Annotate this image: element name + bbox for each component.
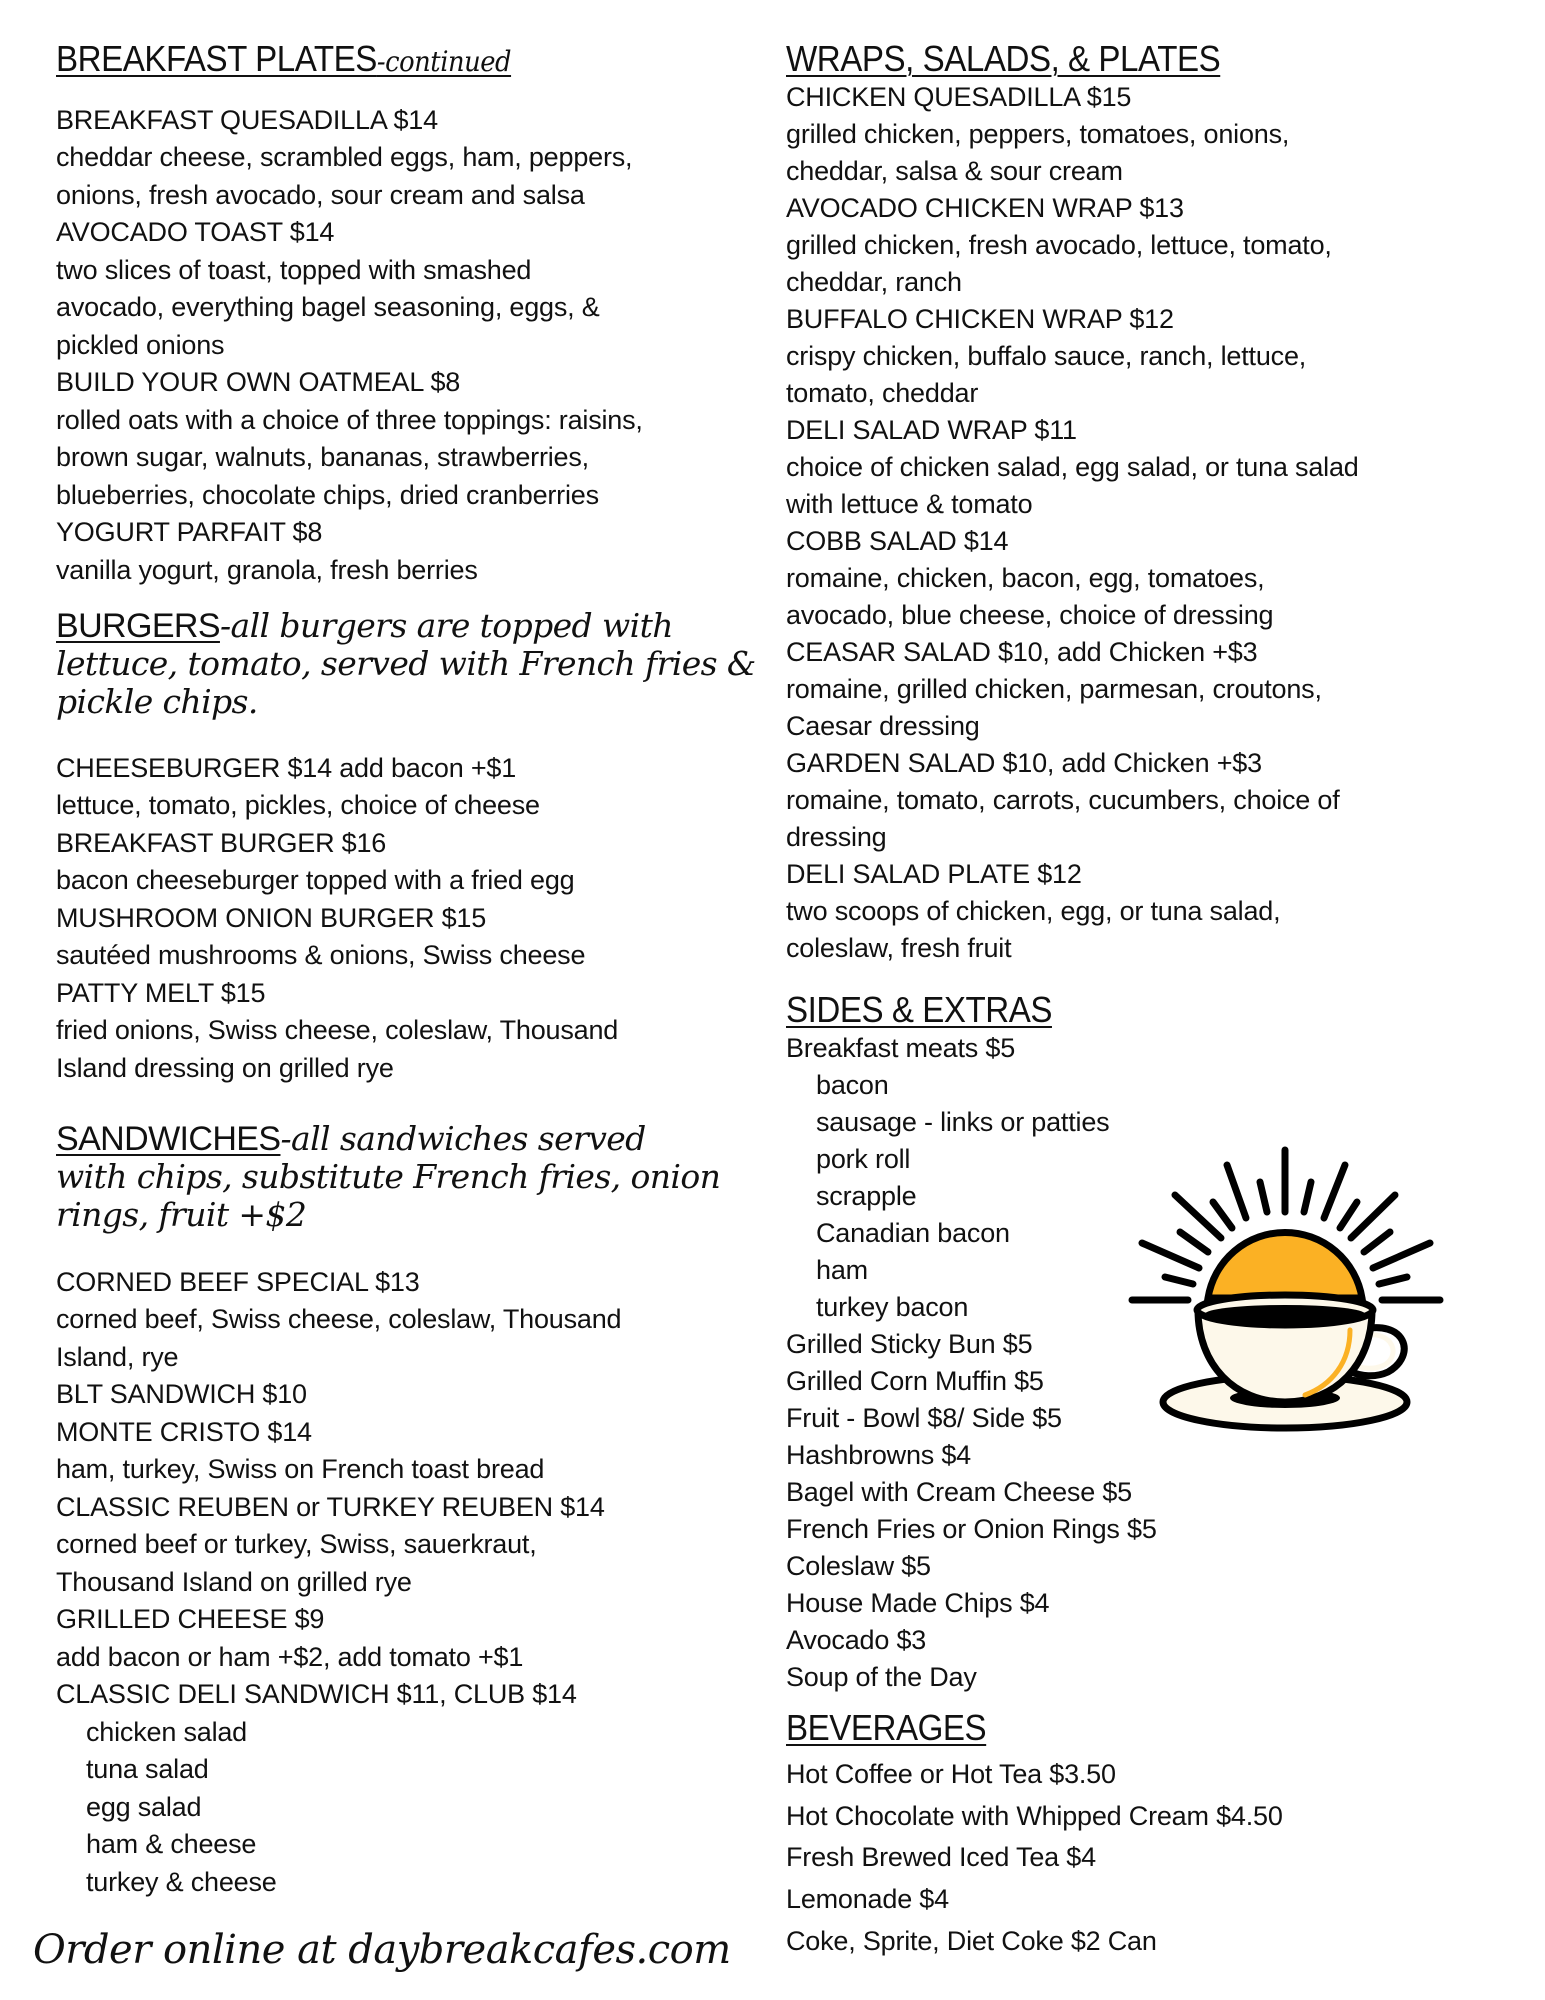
option-item: egg salad xyxy=(86,1792,202,1822)
item-desc: corned beef, Swiss cheese, coleslaw, Thousand xyxy=(56,1304,622,1334)
item-desc: ham, turkey, Swiss on French toast bread xyxy=(56,1454,545,1484)
item-name: House Made Chips $4 xyxy=(786,1588,1050,1618)
item-name: Coke, Sprite, Diet Coke $2 Can xyxy=(786,1926,1157,1956)
section-heading-breakfast: BREAKFAST PLATES-continued xyxy=(56,38,512,79)
item-name: Grilled Corn Muffin $5 xyxy=(786,1366,1044,1396)
option-item: turkey bacon xyxy=(816,1292,969,1322)
item-desc: romaine, grilled chicken, parmesan, croutons, xyxy=(786,674,1322,704)
item-name: Fresh Brewed Iced Tea $4 xyxy=(786,1842,1096,1872)
item-name: GARDEN SALAD $10, add Chicken +$3 xyxy=(786,748,1262,778)
item-desc: romaine, chicken, bacon, egg, tomatoes, xyxy=(786,563,1265,593)
item-name: MUSHROOM ONION BURGER $15 xyxy=(56,903,487,933)
item-desc: onions, fresh avocado, sour cream and salsa xyxy=(56,180,585,210)
item-name: YOGURT PARFAIT $8 xyxy=(56,517,323,547)
item-desc: avocado, everything bagel seasoning, eggs, & xyxy=(56,292,600,322)
item-name: DELI SALAD WRAP $11 xyxy=(786,415,1077,445)
item-name: Lemonade $4 xyxy=(786,1884,949,1914)
item-desc: dressing xyxy=(786,822,887,852)
item-name: BUFFALO CHICKEN WRAP $12 xyxy=(786,304,1174,334)
item-desc: lettuce, tomato, pickles, choice of cheese xyxy=(56,790,540,820)
item-desc: cheddar cheese, scrambled eggs, ham, peppers, xyxy=(56,142,633,172)
item-desc: two scoops of chicken, egg, or tuna salad, xyxy=(786,896,1281,926)
item-name: CHEESEBURGER $14 add bacon +$1 xyxy=(56,753,517,783)
section-heading-sandwiches: SANDWICHES-all sandwiches served xyxy=(56,1119,646,1158)
item-name: Hot Chocolate with Whipped Cream $4.50 xyxy=(786,1801,1283,1831)
option-item: ham & cheese xyxy=(86,1829,257,1859)
item-desc: vanilla yogurt, granola, fresh berries xyxy=(56,555,478,585)
item-name: Coleslaw $5 xyxy=(786,1551,931,1581)
item-desc: crispy chicken, buffalo sauce, ranch, lettuce, xyxy=(786,341,1307,371)
section-note: lettuce, tomato, served with French fries & xyxy=(56,644,756,683)
item-desc: Island dressing on grilled rye xyxy=(56,1053,394,1083)
item-desc: grilled chicken, fresh avocado, lettuce, tomato, xyxy=(786,230,1332,260)
item-name: Fruit - Bowl $8/ Side $5 xyxy=(786,1403,1062,1433)
item-name: Breakfast meats $5 xyxy=(786,1033,1016,1063)
item-name: PATTY MELT $15 xyxy=(56,978,266,1008)
item-desc: cheddar, ranch xyxy=(786,267,962,297)
option-item: tuna salad xyxy=(86,1754,209,1784)
item-name: CLASSIC DELI SANDWICH $11, CLUB $14 xyxy=(56,1679,577,1709)
item-desc: Thousand Island on grilled rye xyxy=(56,1567,412,1597)
item-name: CEASAR SALAD $10, add Chicken +$3 xyxy=(786,637,1258,667)
item-name: AVOCADO TOAST $14 xyxy=(56,217,335,247)
item-name: COBB SALAD $14 xyxy=(786,526,1009,556)
item-name: MONTE CRISTO $14 xyxy=(56,1417,312,1447)
item-desc: romaine, tomato, carrots, cucumbers, choice of xyxy=(786,785,1340,815)
item-name: Soup of the Day xyxy=(786,1662,977,1692)
item-name: CHICKEN QUESADILLA $15 xyxy=(786,82,1132,112)
option-item: bacon xyxy=(816,1070,889,1100)
item-name: GRILLED CHEESE $9 xyxy=(56,1604,325,1634)
item-desc: pickled onions xyxy=(56,330,225,360)
item-name: BREAKFAST QUESADILLA $14 xyxy=(56,105,438,135)
item-name: DELI SALAD PLATE $12 xyxy=(786,859,1082,889)
option-item: pork roll xyxy=(816,1144,911,1174)
item-name: French Fries or Onion Rings $5 xyxy=(786,1514,1157,1544)
item-desc: brown sugar, walnuts, bananas, strawberries, xyxy=(56,442,589,472)
section-heading-burgers: BURGERS-all burgers are topped with xyxy=(56,606,673,645)
item-desc: avocado, blue cheese, choice of dressing xyxy=(786,600,1274,630)
item-name: BUILD YOUR OWN OATMEAL $8 xyxy=(56,367,461,397)
item-desc: add bacon or ham +$2, add tomato +$1 xyxy=(56,1642,524,1672)
item-name: Grilled Sticky Bun $5 xyxy=(786,1329,1033,1359)
item-desc: cheddar, salsa & sour cream xyxy=(786,156,1123,186)
item-name: Hashbrowns $4 xyxy=(786,1440,972,1470)
order-online-link[interactable]: Order online at daybreakcafes.com xyxy=(33,1927,731,1973)
section-heading-beverages: BEVERAGES xyxy=(786,1707,987,1748)
item-desc: Island, rye xyxy=(56,1342,179,1372)
option-item: chicken salad xyxy=(86,1717,247,1747)
item-name: BREAKFAST BURGER $16 xyxy=(56,828,387,858)
item-desc: bacon cheeseburger topped with a fried egg xyxy=(56,865,575,895)
item-desc: rolled oats with a choice of three toppings: raisins, xyxy=(56,405,643,435)
option-item: ham xyxy=(816,1255,868,1285)
item-desc: choice of chicken salad, egg salad, or tuna salad xyxy=(786,452,1359,482)
item-desc: blueberries, chocolate chips, dried cranberries xyxy=(56,480,599,510)
item-desc: fried onions, Swiss cheese, coleslaw, Thousand xyxy=(56,1015,619,1045)
item-name: BLT SANDWICH $10 xyxy=(56,1379,307,1409)
item-desc: grilled chicken, peppers, tomatoes, onions, xyxy=(786,119,1290,149)
item-desc: coleslaw, fresh fruit xyxy=(786,933,1012,963)
section-heading-sides: SIDES & EXTRAS xyxy=(786,989,1052,1030)
item-name: Bagel with Cream Cheese $5 xyxy=(786,1477,1132,1507)
item-desc: sautéed mushrooms & onions, Swiss cheese xyxy=(56,940,586,970)
item-name: CLASSIC REUBEN or TURKEY REUBEN $14 xyxy=(56,1492,605,1522)
option-item: scrapple xyxy=(816,1181,917,1211)
sun-coffee-cup-icon xyxy=(1120,1140,1460,1440)
item-name: AVOCADO CHICKEN WRAP $13 xyxy=(786,193,1184,223)
item-desc: corned beef or turkey, Swiss, sauerkraut, xyxy=(56,1529,537,1559)
item-desc: two slices of toast, topped with smashed xyxy=(56,255,532,285)
option-item: sausage - links or patties xyxy=(816,1107,1110,1137)
item-name: Hot Coffee or Hot Tea $3.50 xyxy=(786,1759,1116,1789)
section-heading-wraps: WRAPS, SALADS, & PLATES xyxy=(786,38,1221,79)
item-desc: with lettuce & tomato xyxy=(786,489,1033,519)
section-note: pickle chips. xyxy=(56,682,258,721)
item-name: Avocado $3 xyxy=(786,1625,927,1655)
section-note: with chips, substitute French fries, onion xyxy=(56,1157,721,1196)
option-item: turkey & cheese xyxy=(86,1867,277,1897)
section-note: rings, fruit +$2 xyxy=(56,1195,307,1234)
option-item: Canadian bacon xyxy=(816,1218,1010,1248)
item-name: CORNED BEEF SPECIAL $13 xyxy=(56,1267,420,1297)
item-desc: Caesar dressing xyxy=(786,711,980,741)
item-desc: tomato, cheddar xyxy=(786,378,979,408)
